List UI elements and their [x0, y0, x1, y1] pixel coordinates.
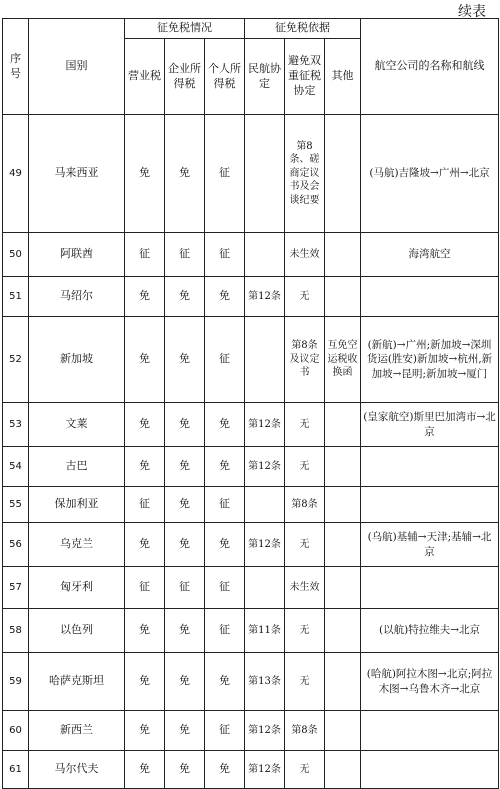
- corp-tax-cell: 免: [165, 403, 205, 447]
- double-tax-cell: 第8条及议定书: [285, 317, 325, 403]
- row-number: 59: [3, 653, 29, 711]
- personal-tax-cell: 征: [205, 567, 245, 609]
- table-row: [3, 567, 499, 609]
- corp-tax-cell: 免: [165, 115, 205, 233]
- double-tax-cell: 未生效: [285, 233, 325, 277]
- personal-tax-cell: 征: [205, 609, 245, 653]
- airline-cell: [361, 487, 499, 523]
- header-basis-group: 征免税依据: [245, 19, 361, 39]
- country-cell: 新加坡: [29, 317, 125, 403]
- country-cell: 匈牙利: [29, 567, 125, 609]
- civil-agreement-cell: 第12条: [245, 751, 285, 789]
- row-number: 56: [3, 523, 29, 567]
- table-row: [3, 711, 499, 751]
- personal-tax-cell: 征: [205, 711, 245, 751]
- airline-cell: (马航)吉隆坡→广州→北京: [361, 115, 499, 233]
- civil-agreement-cell: 第12条: [245, 523, 285, 567]
- other-cell: [325, 609, 361, 653]
- business-tax-cell: 免: [125, 711, 165, 751]
- airline-cell: (哈航)阿拉木图→北京;阿拉木图→乌鲁木齐→北京: [361, 653, 499, 711]
- double-tax-cell: 第8条: [285, 711, 325, 751]
- other-cell: [325, 653, 361, 711]
- country-cell: 马尔代夫: [29, 751, 125, 789]
- personal-tax-cell: 免: [205, 277, 245, 317]
- personal-tax-cell: 征: [205, 487, 245, 523]
- business-tax-cell: 免: [125, 653, 165, 711]
- civil-agreement-cell: [245, 317, 285, 403]
- corp-tax-cell: 免: [165, 751, 205, 789]
- civil-agreement-cell: [245, 567, 285, 609]
- business-tax-cell: 免: [125, 609, 165, 653]
- business-tax-cell: 免: [125, 403, 165, 447]
- country-cell: 保加利亚: [29, 487, 125, 523]
- civil-agreement-cell: 第13条: [245, 653, 285, 711]
- table-row: [3, 523, 499, 567]
- country-cell: 古巴: [29, 447, 125, 487]
- airline-cell: [361, 447, 499, 487]
- business-tax-cell: 免: [125, 317, 165, 403]
- corp-tax-cell: 免: [165, 447, 205, 487]
- airline-cell: (皇家航空)斯里巴加湾市→北京: [361, 403, 499, 447]
- civil-agreement-cell: 第12条: [245, 403, 285, 447]
- civil-agreement-cell: [245, 487, 285, 523]
- airline-cell: (以航)特拉维夫→北京: [361, 609, 499, 653]
- header-country: 国别: [29, 19, 125, 115]
- corp-tax-cell: 征: [165, 233, 205, 277]
- row-number: 50: [3, 233, 29, 277]
- double-tax-cell: 无: [285, 653, 325, 711]
- corp-tax-cell: 免: [165, 609, 205, 653]
- row-number: 60: [3, 711, 29, 751]
- row-number: 61: [3, 751, 29, 789]
- personal-tax-cell: 征: [205, 233, 245, 277]
- personal-tax-cell: 征: [205, 317, 245, 403]
- table-row: [3, 277, 499, 317]
- other-cell: [325, 277, 361, 317]
- table-row: [3, 751, 499, 789]
- table-row: [3, 317, 499, 403]
- row-number: 55: [3, 487, 29, 523]
- personal-tax-cell: 免: [205, 447, 245, 487]
- row-number: 53: [3, 403, 29, 447]
- other-cell: [325, 523, 361, 567]
- corp-tax-cell: 免: [165, 711, 205, 751]
- airline-cell: [361, 711, 499, 751]
- civil-agreement-cell: 第11条: [245, 609, 285, 653]
- airline-cell: (乌航)基辅→天津;基辅→北京: [361, 523, 499, 567]
- country-cell: 哈萨克斯坦: [29, 653, 125, 711]
- country-cell: 马来西亚: [29, 115, 125, 233]
- civil-agreement-cell: 第12条: [245, 711, 285, 751]
- business-tax-cell: 免: [125, 115, 165, 233]
- country-cell: 文莱: [29, 403, 125, 447]
- double-tax-cell: 无: [285, 277, 325, 317]
- other-cell: [325, 567, 361, 609]
- header-corp-tax: 企业所得税: [165, 39, 205, 115]
- continued-label: 续表: [458, 4, 486, 20]
- corp-tax-cell: 免: [165, 653, 205, 711]
- double-tax-cell: 无: [285, 609, 325, 653]
- row-number: 51: [3, 277, 29, 317]
- row-number: 52: [3, 317, 29, 403]
- civil-agreement-cell: 第12条: [245, 277, 285, 317]
- table-row: [3, 115, 499, 233]
- table-row: [3, 447, 499, 487]
- header-airline: 航空公司的名称和航线: [361, 19, 499, 115]
- country-cell: 新西兰: [29, 711, 125, 751]
- other-cell: [325, 115, 361, 233]
- other-cell: [325, 711, 361, 751]
- business-tax-cell: 免: [125, 751, 165, 789]
- double-tax-cell: 未生效: [285, 567, 325, 609]
- personal-tax-cell: 免: [205, 523, 245, 567]
- table-row: [3, 609, 499, 653]
- double-tax-cell: 无: [285, 447, 325, 487]
- row-number: 57: [3, 567, 29, 609]
- airline-cell: [361, 277, 499, 317]
- country-cell: 以色列: [29, 609, 125, 653]
- double-tax-cell: 无: [285, 403, 325, 447]
- airline-cell: [361, 751, 499, 789]
- airline-cell: 海湾航空: [361, 233, 499, 277]
- other-cell: [325, 233, 361, 277]
- corp-tax-cell: 免: [165, 523, 205, 567]
- business-tax-cell: 免: [125, 277, 165, 317]
- business-tax-cell: 征: [125, 233, 165, 277]
- business-tax-cell: 征: [125, 487, 165, 523]
- header-other: 其他: [325, 39, 361, 115]
- row-number: 58: [3, 609, 29, 653]
- country-cell: 阿联酋: [29, 233, 125, 277]
- header-personal-tax: 个人所得税: [205, 39, 245, 115]
- business-tax-cell: 免: [125, 447, 165, 487]
- double-tax-cell: 第8条、磋商定议书及会谈纪要: [285, 115, 325, 233]
- header-business-tax: 营业税: [125, 39, 165, 115]
- airline-cell: (新航)→广州;新加坡→深圳货运(胜安)新加坡→杭州,新加坡→昆明;新加坡→厦门: [361, 317, 499, 403]
- other-cell: [325, 447, 361, 487]
- civil-agreement-cell: [245, 115, 285, 233]
- table-row: [3, 403, 499, 447]
- table-row: [3, 233, 499, 277]
- tax-status-table: [2, 18, 499, 789]
- header-double-tax: 避免双重征税协定: [285, 39, 325, 115]
- other-cell: [325, 487, 361, 523]
- corp-tax-cell: 免: [165, 317, 205, 403]
- other-cell: [325, 403, 361, 447]
- personal-tax-cell: 免: [205, 751, 245, 789]
- business-tax-cell: 征: [125, 567, 165, 609]
- header-civil-agreement: 民航协定: [245, 39, 285, 115]
- corp-tax-cell: 征: [165, 567, 205, 609]
- row-number: 54: [3, 447, 29, 487]
- header-status-group: 征免税情况: [125, 19, 245, 39]
- table-row: [3, 487, 499, 523]
- civil-agreement-cell: 第12条: [245, 447, 285, 487]
- civil-agreement-cell: [245, 233, 285, 277]
- other-cell: 互免空运税收换函: [325, 317, 361, 403]
- personal-tax-cell: 免: [205, 403, 245, 447]
- business-tax-cell: 免: [125, 523, 165, 567]
- personal-tax-cell: 免: [205, 653, 245, 711]
- double-tax-cell: 无: [285, 751, 325, 789]
- header-seq: 序号: [3, 19, 29, 115]
- corp-tax-cell: 免: [165, 487, 205, 523]
- double-tax-cell: 无: [285, 523, 325, 567]
- country-cell: 马绍尔: [29, 277, 125, 317]
- country-cell: 乌克兰: [29, 523, 125, 567]
- corp-tax-cell: 免: [165, 277, 205, 317]
- table-row: [3, 653, 499, 711]
- other-cell: [325, 751, 361, 789]
- personal-tax-cell: 征: [205, 115, 245, 233]
- airline-cell: [361, 567, 499, 609]
- row-number: 49: [3, 115, 29, 233]
- double-tax-cell: 第8条: [285, 487, 325, 523]
